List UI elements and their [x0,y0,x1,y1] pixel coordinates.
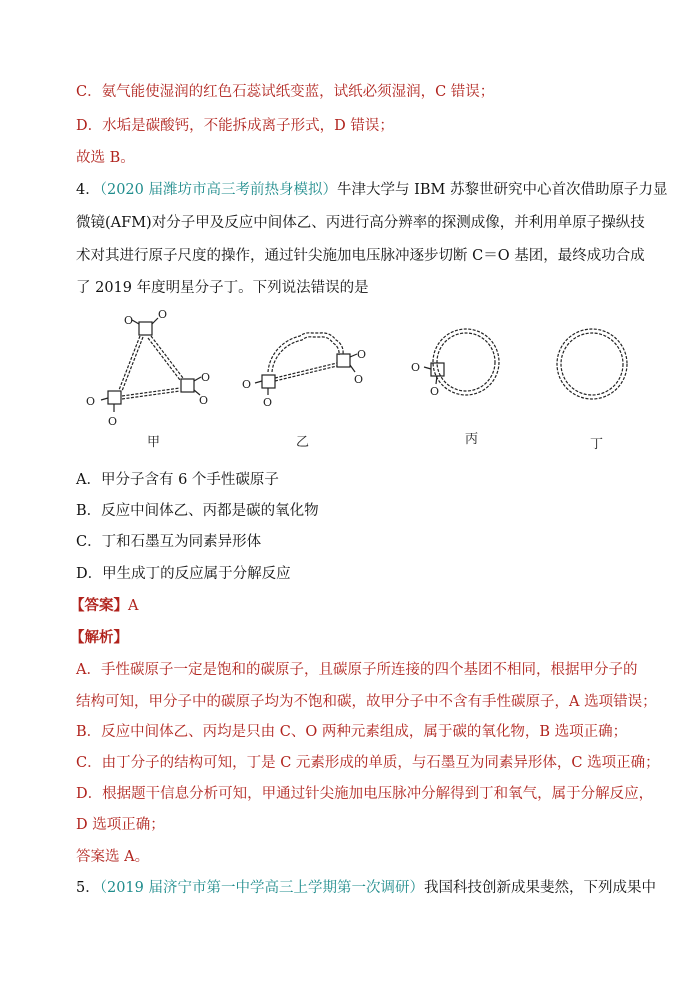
analysis-line-3: B．反应中间体乙、丙均是只由 C、O 两种元素组成，属于碳的氧化物，B 选项正确； [76,724,628,740]
answer-value: A [128,598,139,614]
answer-line [70,594,138,615]
atom-label-o: O [263,396,273,409]
q5-stem-1: 我国科技创新成果斐然，下列成果中 [424,880,656,896]
option-b: B．反应中间体乙、丙都是碳的氧化物 [76,503,319,519]
q5-source: （2019 届济宁市第一中学高三上学期第一次调研） [99,880,424,896]
q5-stem-line-1 [76,876,656,897]
analysis-line-4: C．由丁分子的结构可知，丁是 C 元素形成的单质，与石墨互为同素异形体，C 选项正确； [76,755,660,771]
atom-label-o: O [199,394,209,407]
prev-conclusion: 故选 B。 [76,150,135,166]
prev-analysis-d: D．水垢是碳酸钙，不能拆成离子形式，D 错误； [76,118,394,134]
option-a: A．甲分子含有 6 个手性碳原子 [76,472,279,488]
atom-label-o: O [411,361,421,374]
q5-number: 5． [76,880,100,896]
answer-tag: 【答案】 [70,597,128,614]
atom-label-o: O [124,314,134,327]
atom-label-o: O [430,385,440,398]
molecule-yi [255,333,357,395]
q4-stem-line-4: 了 2019 年度明星分子丁。下列说法错误的是 [76,280,369,296]
figure-label-jia: 甲 [147,435,161,450]
figure-label-bing: 丙 [465,432,479,447]
analysis-line-1: A．手性碳原子一定是饱和的碳原子，且碳原子所连接的四个基团不相同，根据甲分子的 [76,662,638,678]
analysis-line-5: D．根据题干信息分析可知，甲通过针尖施加电压脉冲分解得到丁和氧气，属于分解反应， [76,786,654,802]
q4-stem-line-2: 微镜(AFM)对分子甲及反应中间体乙、丙进行高分辨率的探测成像，并利用单原子操纵技 [76,215,645,231]
figure-label-yi: 乙 [296,435,310,450]
analysis-conclusion: 答案选 A。 [76,849,150,865]
q4-stem-line-3: 术对其进行原子尺度的操作，通过针尖施加电压脉冲逐步切断 C＝O 基团，最终成功合成 [76,248,645,264]
q4-stem-line-1 [76,178,667,199]
atom-label-o: O [354,373,364,386]
analysis-line-6: D 选项正确； [76,817,165,833]
prev-analysis-c: C．氨气能使湿润的红色石蕊试纸变蓝，试纸必须湿润，C 错误； [76,84,495,100]
atom-label-o: O [86,395,96,408]
molecule-figure [0,300,696,460]
option-d: D．甲生成丁的反应属于分解反应 [76,566,291,582]
molecule-ding [557,329,627,399]
figure-label-ding: 丁 [590,437,604,452]
analysis-line-2: 结构可知，甲分子中的碳原子均为不饱和碳，故甲分子中不含有手性碳原子，A 选项错误； [76,694,657,710]
q4-stem-1: 牛津大学与 IBM 苏黎世研究中心首次借助原子力显 [337,182,668,198]
atom-label-o: O [242,378,252,391]
molecule-jia [101,318,201,412]
analysis-tag: 【解析】 [70,629,128,646]
atom-label-o: O [108,415,118,428]
q4-source: （2020 届潍坊市高三考前热身模拟） [99,182,337,198]
option-c: C．丁和石墨互为同素异形体 [76,534,262,550]
q4-number: 4． [76,182,100,198]
atom-label-o: O [201,371,211,384]
atom-label-o: O [158,308,168,321]
atom-label-o: O [357,348,367,361]
